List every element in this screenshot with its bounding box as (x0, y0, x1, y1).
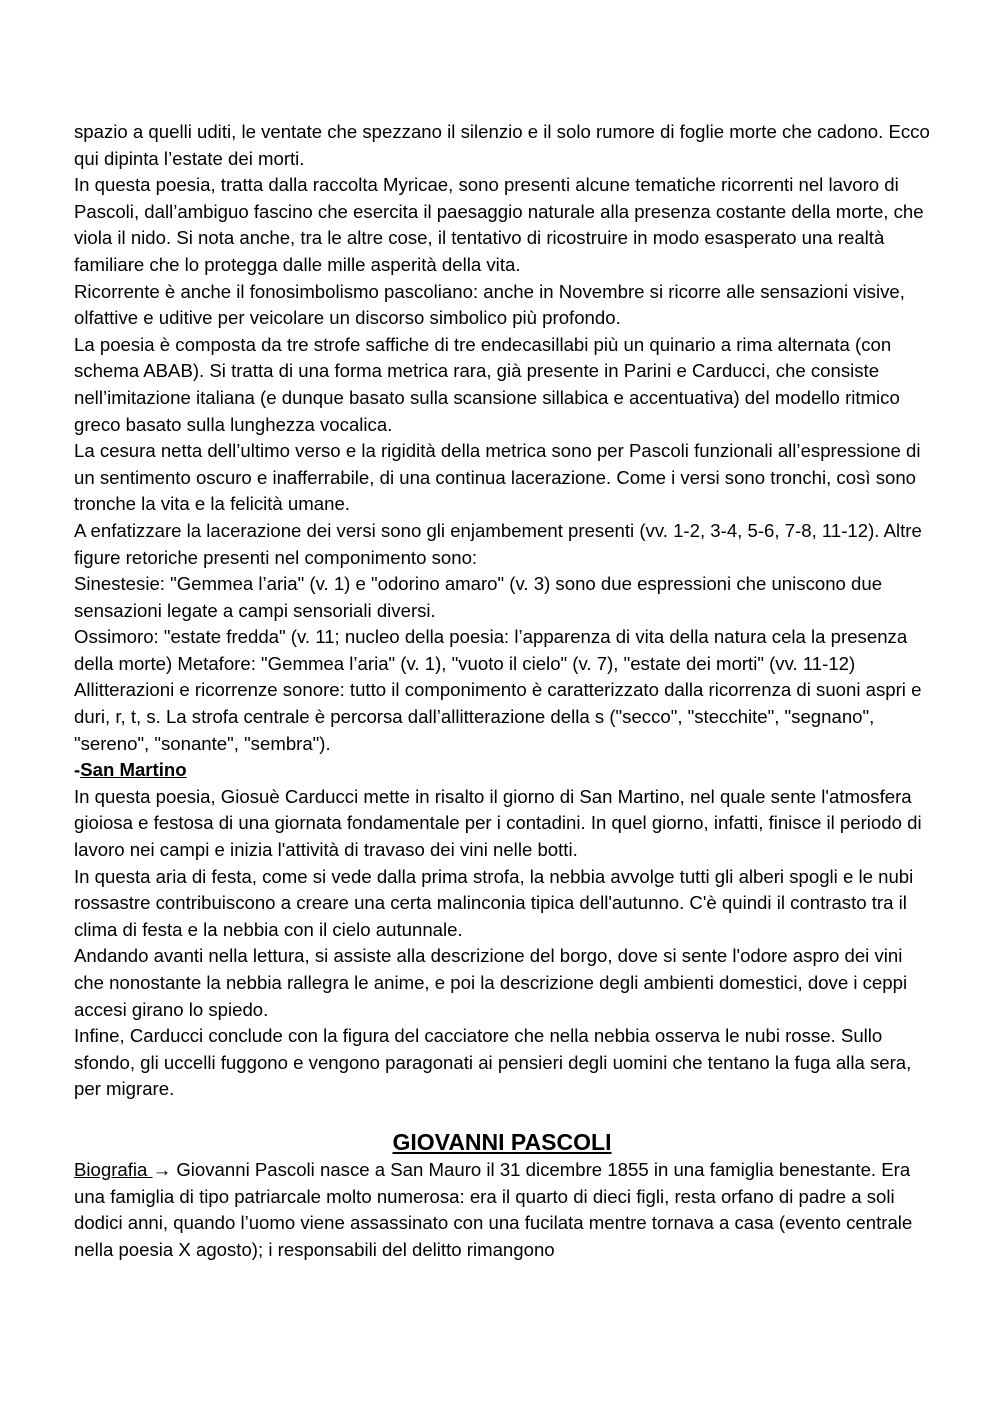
paragraph: spazio a quelli uditi, le ventate che spezzano il silenzio e il solo rumore di foglie morte che cadono. Ecco qui dipinta l’estate dei morti. (74, 121, 930, 169)
paragraph: Infine, Carducci conclude con la figura del cacciatore che nella nebbia osserva le nubi rosse. Sullo sfondo, gli uccelli fuggono e vengono paragonati ai pensieri degli uomini che tentano la fuga alla sera, per migrare. (74, 1025, 912, 1100)
section-label-san-martino (74, 757, 930, 784)
main-heading: GIOVANNI PASCOLI (392, 1128, 612, 1155)
paragraph: Sinestesie: "Gemmea l’aria" (v. 1) e "odorino amaro" (v. 3) sono due espressioni che uniscono due sensazioni legate a campi sensoriali diversi. (74, 573, 883, 621)
paragraph: La cesura netta dell’ultimo verso e la rigidità della metrica sono per Pascoli funzionali all’espressione di un sentimento oscuro e inafferrabile, di una continua lacerazione. Come i versi sono tronchi, così sono tronche la vita e la felicità umane. (74, 440, 921, 515)
paragraph: Ossimoro: "estate fredda" (v. 11; nucleo della poesia: l’apparenza di vita della natura cela la presenza della morte) Metafore: "Gemmea l’aria" (v. 1), "vuoto il cielo" (v. 7), "estate dei morti" (vv. 11-12) Allitterazioni e ricorrenze sonore: tutto il componimento è caratterizzato dalla ricorrenza di suoni aspri e duri, r, t, s. La strofa centrale è percorsa dall’allitterazione della s ("secco", "stecchite", "segnano", "sereno", "sonante", "sembra"). (74, 626, 922, 754)
paragraph: In questa aria di festa, come si vede dalla prima strofa, la nebbia avvolge tutti gli alberi spogli e le nubi rossastre contribuiscono a creare una certa malinconia tipica dell'autunno. C'è quindi il contrasto tra il clima di festa e la nebbia con il cielo autunnale. (74, 865, 914, 940)
biography-text: Giovanni Pascoli nasce a San Mauro il 31 dicembre 1855 in una famiglia benestante. Era una famiglia di tipo patriarcale molto numerosa: era il quarto di dieci figli, resta orfano di padre a soli dodici anni, quando l’uomo viene assassinato con una fucilata mentre tornava a casa (evento centrale nella poesia X agosto); i responsabili del delitto rimangono (74, 1158, 913, 1260)
arrow-icon: → (152, 1158, 172, 1180)
section-label-prefix: - (74, 759, 81, 781)
paragraph: Ricorrente è anche il fonosimbolismo pascoliano: anche in Novembre si ricorre alle sensazioni visive, olfattive e uditive per veicolare un discorso simbolico più profondo. (74, 280, 905, 329)
paragraph: Andando avanti nella lettura, si assiste alla descrizione del borgo, dove si sente l'odore aspro dei vini che nonostante la nebbia rallegra le anime, e poi la descrizione degli ambienti domestici, dove i ceppi accesi girano lo spiedo. (74, 945, 908, 1020)
document-page (74, 119, 930, 1263)
paragraph: In questa poesia, tratta dalla raccolta Myricae, sono presenti alcune tematiche ricorrenti nel lavoro di Pascoli, dall’ambiguo fascino che esercita il paesaggio naturale alla presenza costante della morte, che viola il nido. Si nota anche, tra le altre cose, il tentativo di ricostruire in modo esasperato una realtà familiare che lo protegga dalle mille asperità della vita. (74, 174, 924, 275)
biography-paragraph (74, 1157, 930, 1263)
paragraph: In questa poesia, Giosuè Carducci mette in risalto il giorno di San Martino, nel quale sente l'atmosfera gioiosa e festosa di una giornata fondamentale per i contadini. In quel giorno, infatti, finisce il periodo di lavoro nei campi e inizia l'attività di travaso dei vini nelle botti. (74, 785, 922, 861)
biography-label: Biografia (74, 1158, 153, 1180)
paragraph: La poesia è composta da tre strofe saffiche di tre endecasillabi più un quinario a rima alternata (con schema ABAB). Si tratta di una forma metrica rara, già presente in Parini e Carducci, che consiste nell’imitazione italiana (e dunque basato sulla scansione sillabica e accentuativa) del modello ritmico greco basato sulla lunghezza vocalica. (74, 333, 900, 435)
section-label-title: San Martino (80, 759, 187, 781)
paragraph: A enfatizzare la lacerazione dei versi sono gli enjambement presenti (vv. 1-2, 3-4, 5-6, 7-8, 11-12). Altre figure retoriche presenti nel componimento sono: (74, 519, 922, 568)
